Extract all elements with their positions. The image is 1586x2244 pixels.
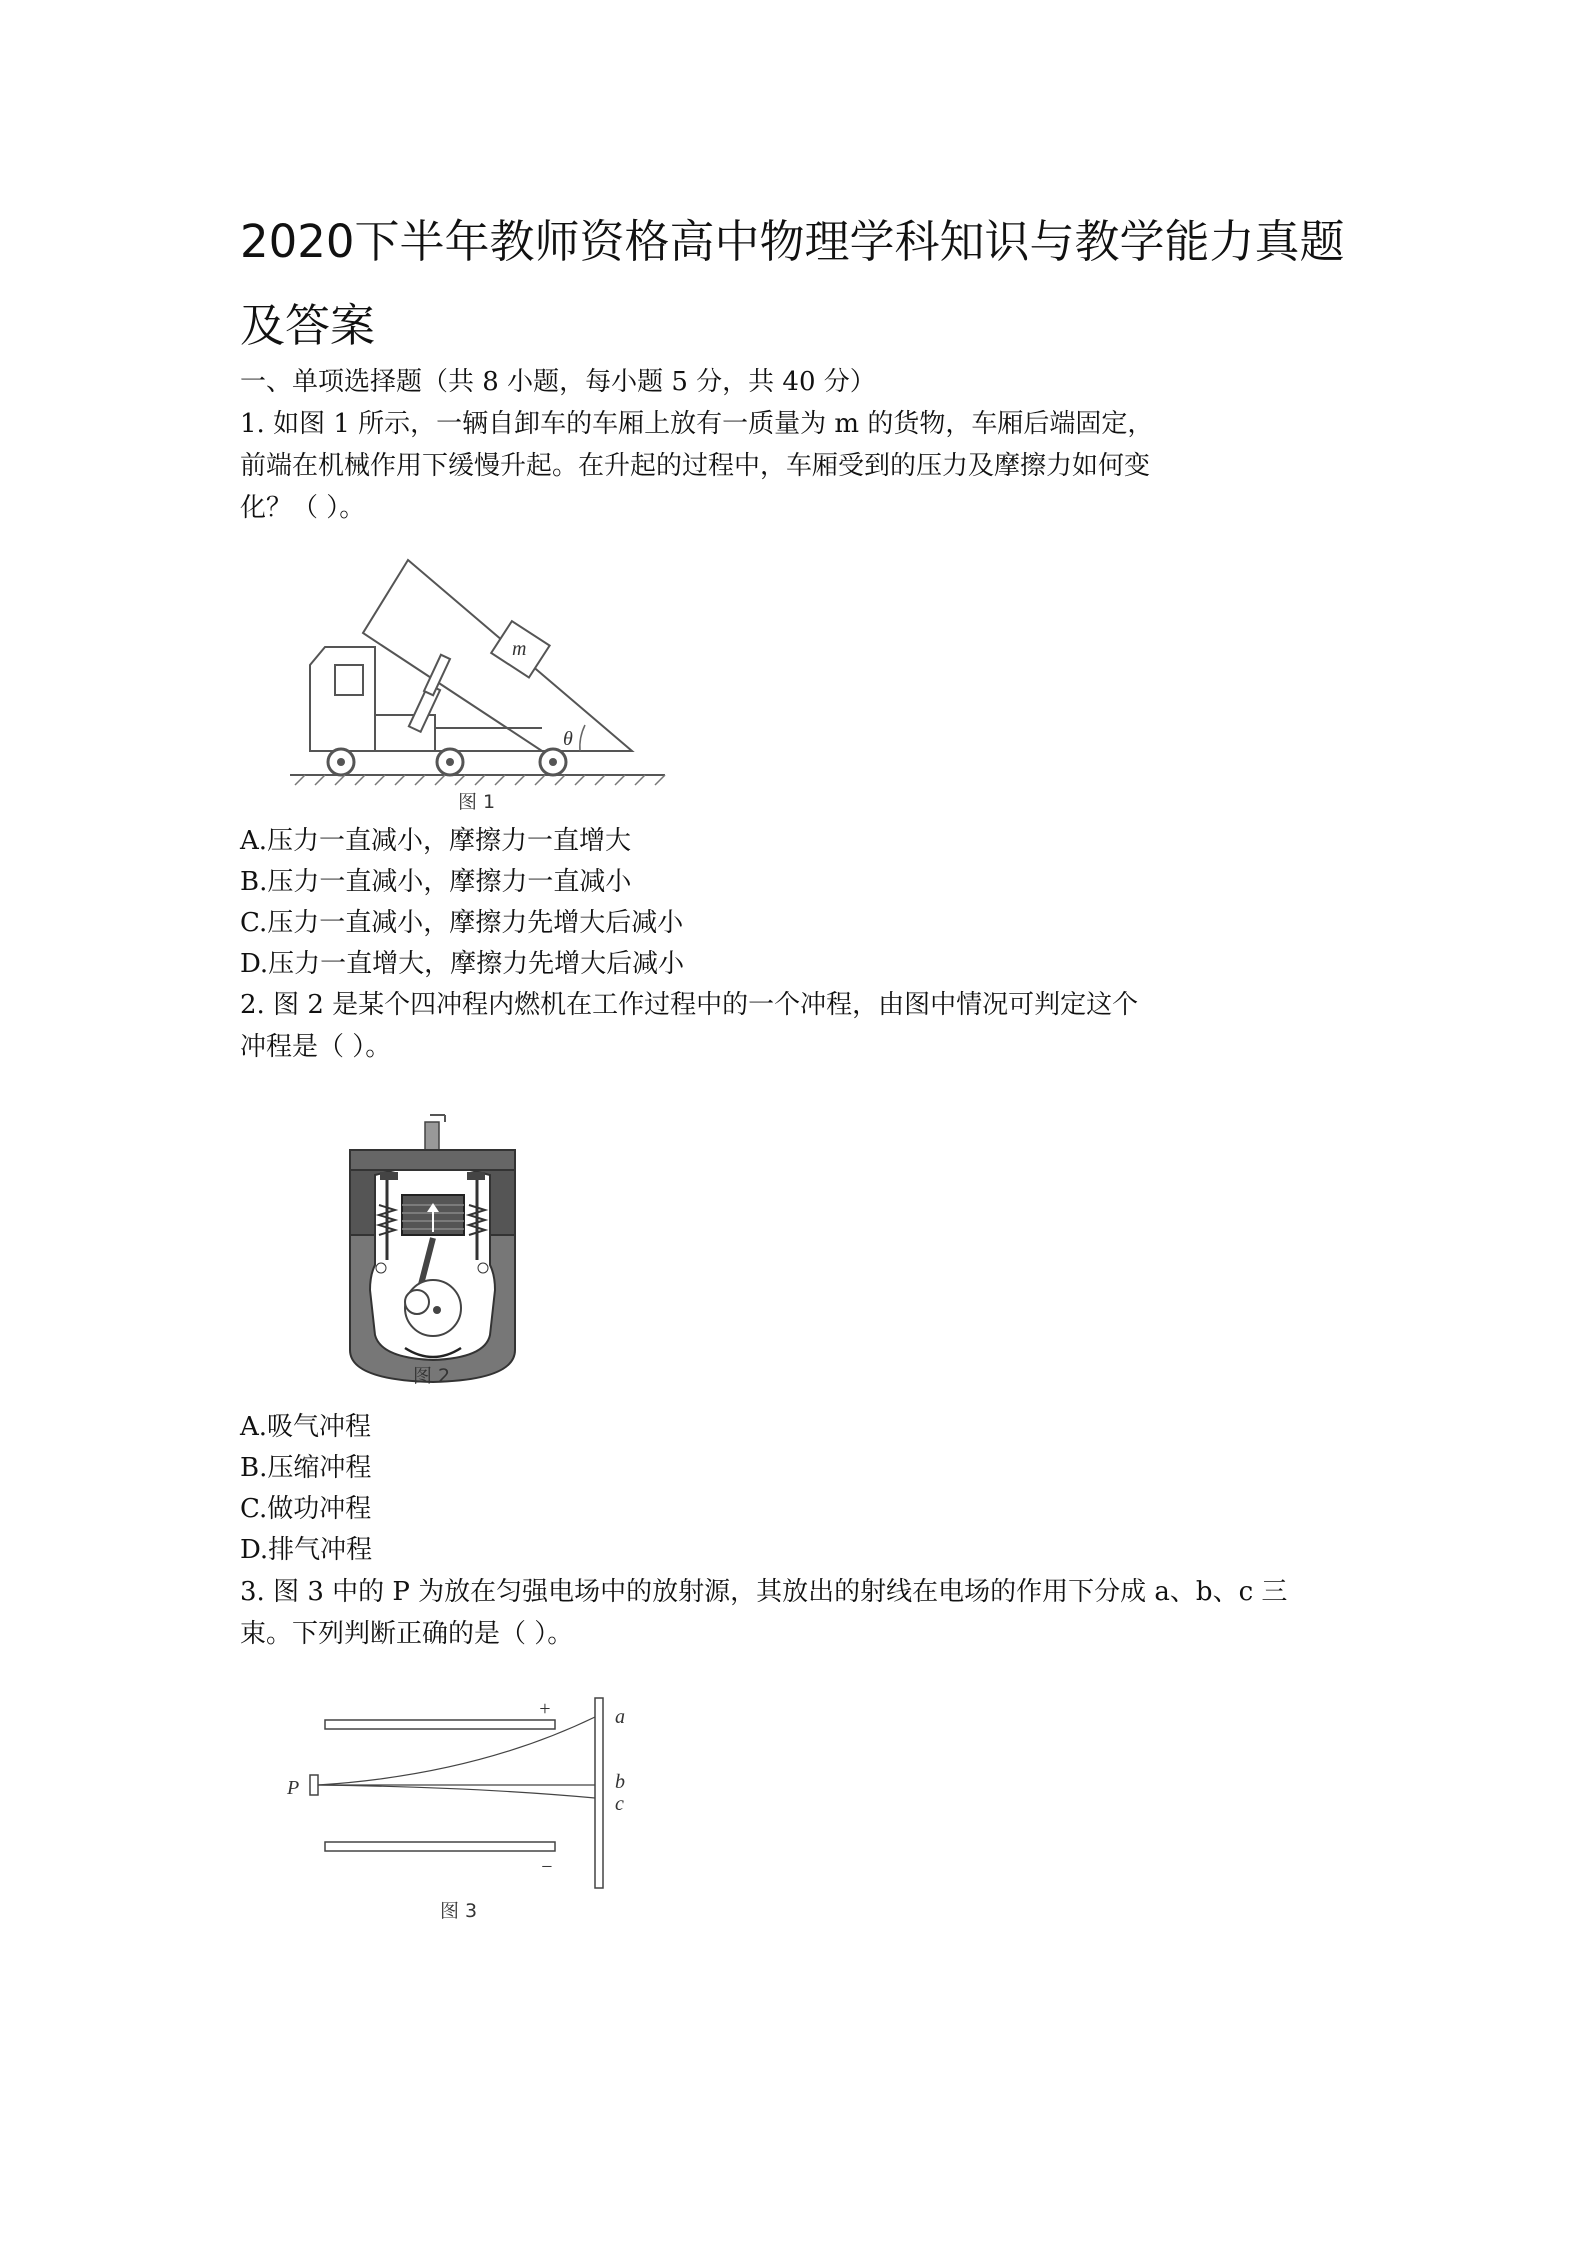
- question-2-line-2: 冲程是（ ）。: [240, 1032, 392, 1062]
- question-1-option-a: A.压力一直减小，摩擦力一直增大: [240, 826, 632, 856]
- question-1-option-b: B.压力一直减小，摩擦力一直减小: [240, 867, 632, 897]
- question-2-option-d: D.排气冲程: [240, 1535, 373, 1565]
- question-3-line-1: 3. 图 3 中的 P 为放在匀强电场中的放射源，其放出的射线在电场的作用下分成 a、b、c 三: [240, 1577, 1288, 1607]
- question-2-option-b: B.压缩冲程: [240, 1453, 372, 1483]
- question-1-line-2: 前端在机械作用下缓慢升起。在升起的过程中，车厢受到的压力及摩擦力如何变: [240, 451, 1151, 481]
- figure-2-engine: [345, 1110, 525, 1390]
- ray-c-label: c: [615, 1793, 624, 1815]
- question-1-option-d: D.压力一直增大，摩擦力先增大后减小: [240, 949, 685, 979]
- section-heading: 一、单项选择题（共 8 小题，每小题 5 分，共 40 分）: [240, 367, 876, 397]
- positive-plate-label: +: [538, 1698, 552, 1720]
- question-1-line-1: 1. 如图 1 所示，一辆自卸车的车厢上放有一质量为 m 的货物，车厢后端固定，: [240, 409, 1154, 439]
- figure-2-caption: 图 2: [413, 1365, 451, 1387]
- figure-1-caption: 图 1: [458, 791, 496, 813]
- question-1-line-3: 化？（ ）。: [240, 493, 366, 523]
- question-2-option-a: A.吸气冲程: [240, 1412, 372, 1442]
- question-2-line-1: 2. 图 2 是某个四冲程内燃机在工作过程中的一个冲程，由图中情况可判定这个: [240, 990, 1139, 1020]
- question-3-line-2: 束。下列判断正确的是（ ）。: [240, 1619, 574, 1649]
- ray-b-label: b: [615, 1771, 625, 1793]
- figure-1-dump-truck: [280, 555, 680, 820]
- figure-3-caption: 图 3: [440, 1900, 478, 1922]
- question-2-option-c: C.做功冲程: [240, 1494, 372, 1524]
- source-p-label: P: [287, 1777, 300, 1799]
- question-1-option-c: C.压力一直减小，摩擦力先增大后减小: [240, 908, 684, 938]
- ray-a-label: a: [615, 1706, 625, 1728]
- cargo-mass-label: m: [512, 638, 527, 660]
- document-title: 2020下半年教师资格高中物理学科知识与教学能力真题及答案: [240, 215, 1345, 352]
- angle-theta-label: θ: [563, 728, 573, 750]
- negative-plate-label: −: [540, 1856, 554, 1878]
- figure-3-radiation-field: [275, 1690, 655, 1925]
